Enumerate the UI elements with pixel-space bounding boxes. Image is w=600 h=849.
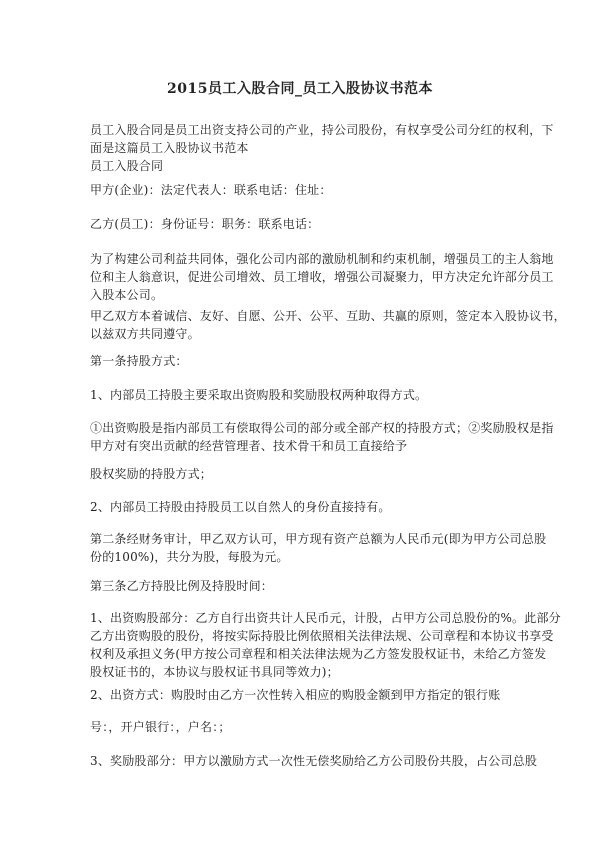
text-line: 以兹双方共同遵守。: [90, 327, 200, 341]
text-line: 1、出资购股部分：乙方自行出资共计人民币元，计股，占甲方公司总股份的%。此部分: [90, 611, 561, 625]
text-line: 甲方(企业)：法定代表人：联系电话：住址：: [90, 183, 332, 197]
text-line: 权利及承担义务(甲方按公司章程和相关法律法规为乙方签发股权证书，未给乙方签发: [90, 647, 547, 661]
text-line: 乙方(员工)：身份证号：职务：联系电话：: [90, 217, 320, 231]
text-line: 第一条持股方式：: [90, 354, 188, 368]
paragraph-1-definitions-cont: [90, 465, 514, 483]
text-line: 3、奖励股部分：甲方以激励方式一次性无偿奖励给乙方公司股份共股，占公司总股: [90, 754, 538, 768]
paragraph-3-2-account: [90, 718, 514, 736]
paragraph-principle: [90, 307, 566, 343]
text-line: 2、内部员工持股由持股员工以自然人的身份直接持有。: [90, 500, 391, 514]
text-line: 甲乙双方本着诚信、友好、自愿、公开、公平、互助、共赢的原则，签定本入股协议书，: [90, 309, 566, 323]
paragraph-article-2: [90, 530, 547, 566]
paragraph-3-2: [90, 686, 514, 704]
text-line: ①出资购股是指内部员工有偿取得公司的部分或全部产权的持股方式；②奖励股权是指: [90, 421, 554, 435]
text-line: 员工入股合同是员工出资支持公司的产业，持公司股份，有权享受公司分红的权利，下: [90, 123, 554, 137]
paragraph-3-3: [90, 752, 538, 770]
paragraph-3-1: [90, 609, 561, 681]
text-line: 入股本公司。: [90, 288, 164, 302]
paragraph-party-b: [90, 215, 514, 233]
text-line: 第二条经财务审计，甲乙双方认可，甲方现有资产总额为人民币元(即为甲方公司总股: [90, 532, 547, 546]
paragraph-purpose: [90, 250, 554, 304]
text-line: 位和主人翁意识，促进公司增效、员工增收，增强公司凝聚力，甲方决定允许部分员工: [90, 270, 554, 284]
heading-article-3: [90, 577, 514, 595]
text-line: 乙方出资购股的股份，将按实际持股比例依照相关法律法规、公司章程和本协议书享受: [90, 629, 554, 643]
text-line: 股权奖励的持股方式；: [90, 467, 213, 481]
text-line: 股权证书的，本协议与股权证书具同等效力)；: [90, 665, 339, 679]
paragraph-intro: [90, 121, 554, 175]
text-line: 甲方对有突出贡献的经营管理者、技术骨干和员工直接给予: [90, 439, 408, 453]
text-line: 为了构建公司利益共同体，强化公司内部的激励机制和约束机制，增强员工的主人翁地: [90, 252, 554, 266]
paragraph-party-a: [90, 181, 514, 199]
text-line: 员工入股合同: [90, 159, 164, 173]
paragraph-1-2: [90, 498, 514, 516]
text-line: 号：，开户银行：，户名：；: [90, 720, 231, 734]
text-line: 1、内部员工持股主要采取出资购股和奖励股权两种取得方式。: [90, 388, 428, 402]
heading-article-1: [90, 352, 514, 370]
document-title: 2015员工入股合同_员工入股协议书范本: [167, 81, 433, 97]
text-line: 第三条乙方持股比例及持股时间：: [90, 579, 274, 593]
paragraph-1-definitions: [90, 419, 554, 455]
paragraph-1-1: [90, 386, 514, 404]
text-line: 份的100%)，共分为股，每股为元。: [90, 550, 289, 564]
text-line: 面是这篇员工入股协议书范本: [90, 141, 249, 155]
text-line: 2、出资方式：购股时由乙方一次性转入相应的购股金额到甲方指定的银行账: [90, 688, 501, 702]
